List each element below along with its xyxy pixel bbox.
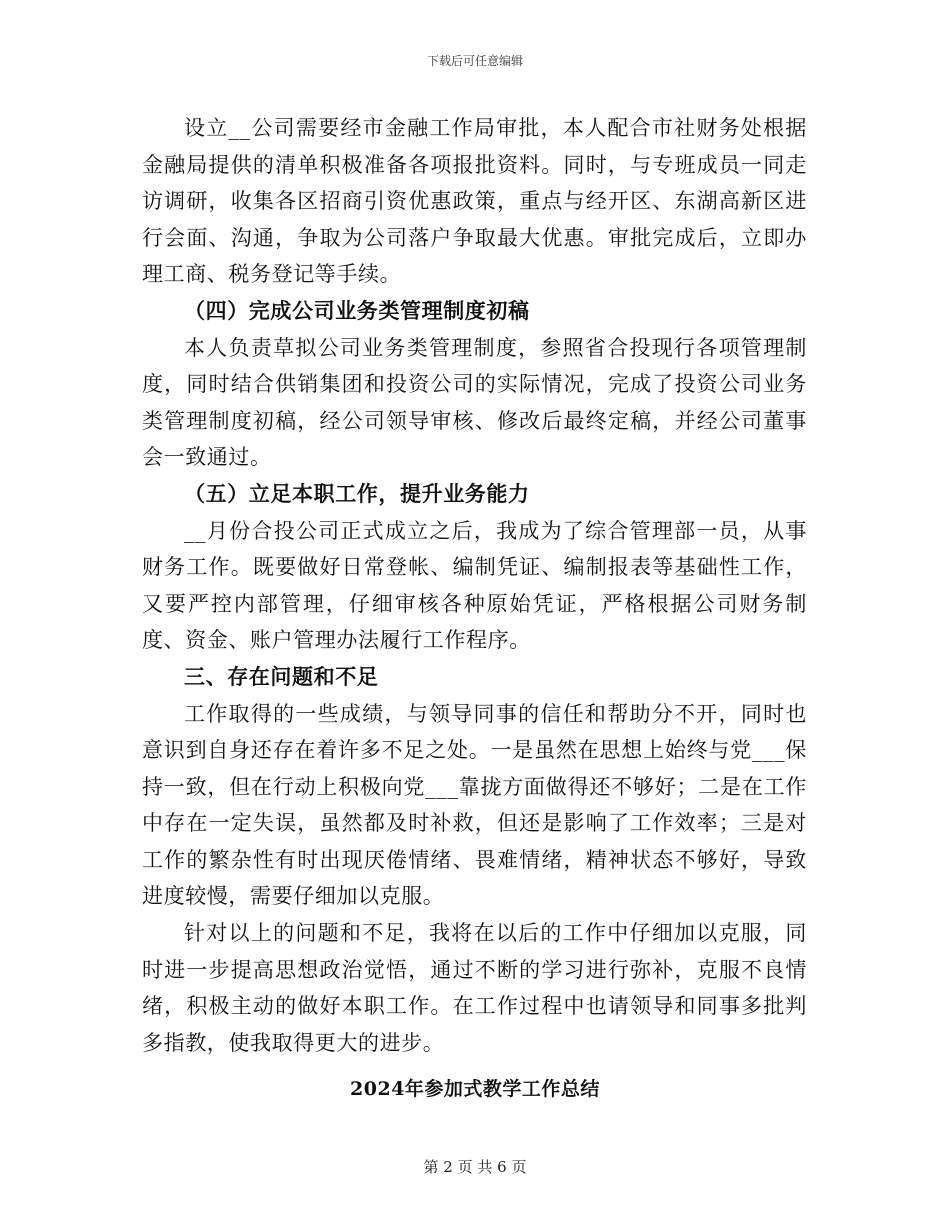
paragraph-improvement: 针对以上的问题和不足，我将在以后的工作中仔细加以克服，同时进一步提高思想政治觉悟，通过不断的学习进行弥补，克服不良情绪，积极主动的做好本职工作。在工作过程中也请领导和同事多批判多指教，使我取得更大的进步。 xyxy=(142,921,807,1055)
next-article-title: 2024年参加式教学工作总结 xyxy=(350,1078,600,1100)
section-heading-4: （四）完成公司业务类管理制度初稿 xyxy=(184,297,530,323)
paragraph-finance-work: __月份合投公司正式成立之后，我成为了综合管理部一员，从事财务工作。既要做好日常登帐、编制凭证、编制报表等基础性工作，又要严控内部管理，仔细审核各种原始凭证，严格根据公司财务制度、资金、账户管理办法履行工作程序。 xyxy=(142,518,807,653)
section-heading-5: （五）立足本职工作，提升业务能力 xyxy=(184,480,530,506)
document-body xyxy=(142,110,807,1061)
paragraph-company-approval: 设立__公司需要经市金融工作局审批，本人配合市社财务处根据金融局提供的清单积极准备各项报批资料。同时，与专班成员一同走访调研，收集各区招商引资优惠政策，重点与经开区、东湖高新区进行会面、沟通，争取为公司落户争取最大优惠。审批完成后，立即办理工商、税务登记等手续。 xyxy=(142,116,807,287)
paragraph-management-system: 本人负责草拟公司业务类管理制度，参照省合投现行各项管理制度，同时结合供销集团和投资公司的实际情况，完成了投资公司业务类管理制度初稿，经公司领导审核、修改后最终定稿，并经公司董事会一致通过。 xyxy=(142,335,807,470)
section-heading-problems: 三、存在问题和不足 xyxy=(184,663,379,689)
paragraph-shortcomings: 工作取得的一些成绩，与领导同事的信任和帮助分不开，同时也意识到自身还存在着许多不足之处。一是虽然在思想上始终与党___保持一致，但在行动上积极向党___靠拢方面做得还不够好；二是在工作中存在一定失误，虽然都及时补救，但还是影响了工作效率；三是对工作的繁杂性有时出现厌倦情绪、畏难情绪，精神状态不够好，导致进度较慢，需要仔细加以克服。 xyxy=(142,701,807,909)
page-number-footer: 第 2 页 共 6 页 xyxy=(423,1158,527,1176)
page-header-note: 下载后可任意编辑 xyxy=(426,54,523,68)
